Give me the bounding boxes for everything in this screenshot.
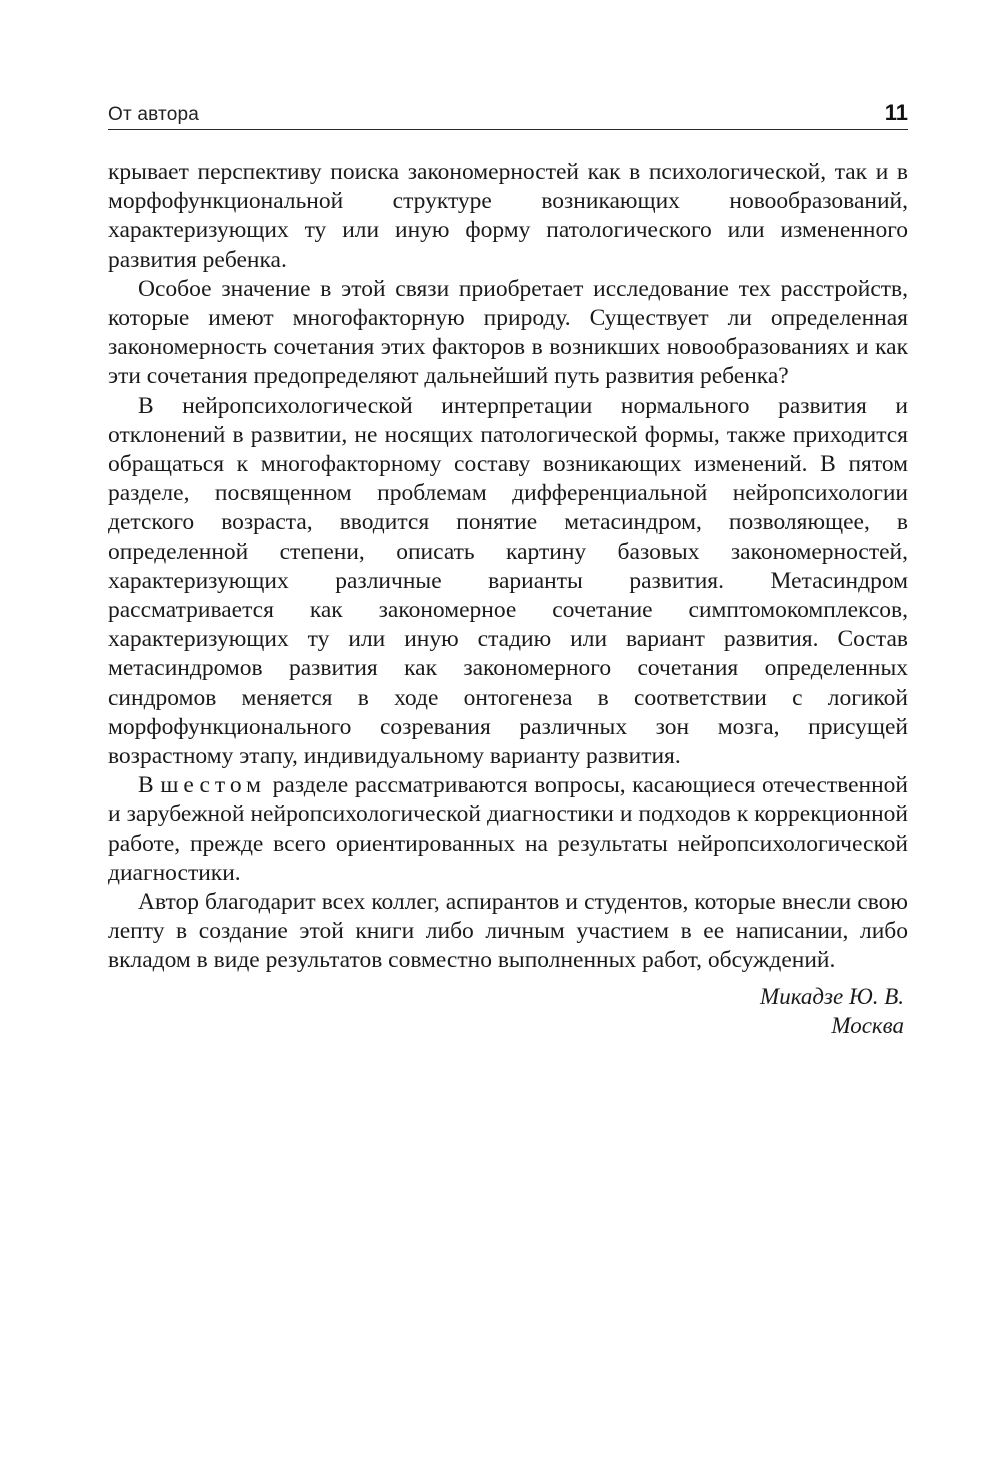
- author-name: Микадзе Ю. В.: [760, 983, 904, 1009]
- paragraph-4-prefix: В: [138, 772, 154, 799]
- body-text: [108, 158, 908, 976]
- signature-block: [108, 982, 908, 1040]
- paragraph-5: Автор благодарит всех коллег, аспирантов и студентов, которые внесли свою лепту в создание этой книги либо личным участием в ее написании, либо вкладом в виде результатов совместно выполненных работ, обсуждений.: [108, 889, 908, 974]
- book-page: [108, 96, 908, 1040]
- running-header: [108, 96, 908, 130]
- paragraph-2: Особое значение в этой связи приобретает исследование тех расстройств, которые имеют многофакторную природу. Существует ли определенная закономерность сочетания этих факторов в возникших новообразованиях и как эти сочетания предопределяют дальнейший путь развития ребенка?: [108, 275, 908, 390]
- city-name: Москва: [831, 1012, 904, 1038]
- paragraph-4-rest: разделе рассматриваются вопросы, касающиеся отечественной и зарубежной нейропсихологической диагностики и подходов к коррекционной работе, прежде всего ориентированных на результаты нейропсихологической диагностики.: [108, 772, 909, 886]
- paragraph-1: крывает перспективу поиска закономерностей как в психологической, так и в морфофункциональной структуре возникающих новообразований, характеризующих ту или иную форму патологического или измененного развития ребенка.: [108, 159, 908, 273]
- emphasized-word: шестом: [160, 772, 267, 799]
- paragraph-4: [108, 771, 908, 888]
- page-number: 11: [884, 100, 908, 125]
- section-title: От автора: [108, 104, 199, 125]
- paragraph-3: В нейропсихологической интерпретации нормального развития и отклонений в развитии, не носящих патологической формы, также приходится обращаться к многофакторному составу возникающих изменений. В пятом разделе, посвященном проблемам дифференциальной нейропсихологии детского возраста, вводится понятие метасиндром, позволяющее, в определенной степени, описать картину базовых закономерностей, характеризующих различные варианты развития. Метасиндром рассматривается как закономерное сочетание симптомокомплексов, характеризующих ту или иную стадию или вариант развития. Состав метасиндромов развития как закономерного сочетания определенных синдромов меняется в ходе онтогенеза в соответствии с логикой морфофункционального созревания различных зон мозга, присущей возрастному этапу, индивидуальному варианту развития.: [108, 392, 908, 770]
